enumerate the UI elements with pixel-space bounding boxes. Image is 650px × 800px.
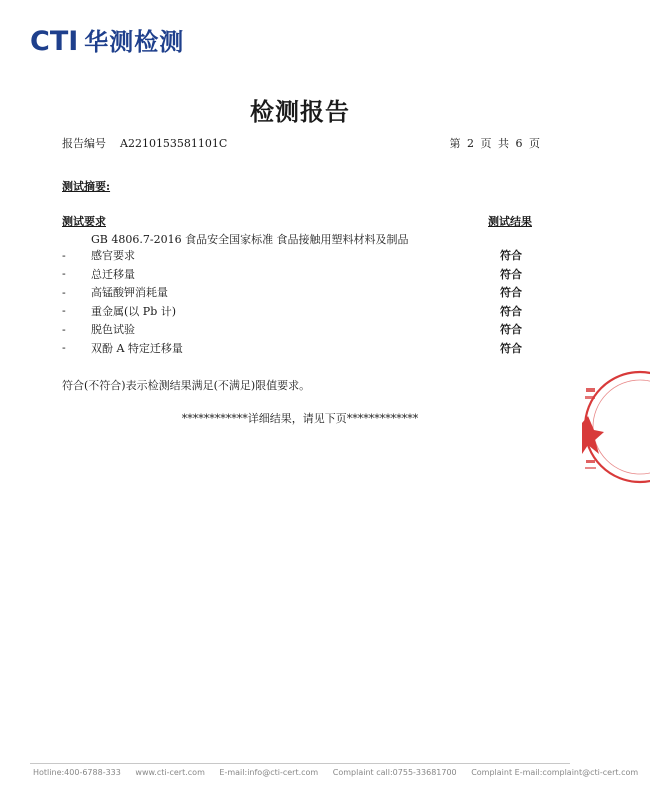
footer-hotline: Hotline:400-6788-333: [33, 768, 121, 777]
test-item-result: 符合: [500, 286, 522, 300]
compliance-note: 符合(不符合)表示检测结果满足(不满足)限值要求。: [62, 379, 311, 392]
report-number: [62, 135, 227, 151]
official-seal-stamp: [582, 368, 642, 486]
test-item-result: 符合: [500, 323, 522, 337]
test-standard: GB 4806.7-2016 食品安全国家标准 食品接触用塑料材料及制品: [91, 233, 409, 246]
row-dash: -: [62, 304, 66, 318]
test-item-name: 总迁移量: [91, 267, 135, 281]
column-header-item: 测试要求: [62, 215, 106, 228]
page-current: 2: [467, 137, 474, 150]
test-item-result: 符合: [500, 304, 522, 318]
test-item-name: 脱色试验: [91, 323, 135, 337]
test-items-list: [62, 246, 522, 357]
page-total: 6: [515, 137, 523, 150]
page-word: 页: [480, 137, 492, 150]
next-page-notice: ************详细结果，请见下页*************: [181, 412, 419, 425]
test-item-name: 重金属(以 Pb 计): [91, 304, 177, 318]
page-total-prefix: 共: [498, 137, 509, 150]
test-item-row: [62, 283, 522, 302]
row-dash: -: [62, 267, 66, 281]
test-item-row: [62, 265, 522, 284]
footer-divider: [30, 763, 570, 764]
page-indicator: [450, 135, 544, 151]
test-item-name: 感官要求: [91, 249, 135, 263]
test-item-row: [62, 302, 522, 321]
test-item-result: 符合: [500, 249, 522, 263]
page-footer: [33, 768, 650, 777]
report-number-value: A2210153581101C: [120, 137, 228, 150]
summary-heading: 测试摘要:: [62, 180, 111, 193]
company-logo: [30, 28, 184, 55]
test-item-name: 高锰酸钾消耗量: [91, 286, 168, 300]
row-dash: -: [62, 322, 66, 336]
page-prefix: 第: [449, 137, 461, 150]
footer-complaint-email[interactable]: Complaint E-mail:complaint@cti-cert.com: [471, 768, 639, 777]
test-item-row: [62, 320, 522, 339]
row-dash: -: [62, 341, 66, 355]
row-dash: -: [62, 285, 66, 299]
footer-complaint-call: Complaint call:0755-33681700: [332, 768, 457, 777]
logo-name-cn: 华测检测: [84, 27, 185, 56]
page-suffix: 页: [529, 137, 540, 150]
report-title: 检测报告: [250, 97, 350, 126]
test-item-name: 双酚 A 特定迁移量: [91, 341, 183, 355]
test-item-row: [62, 339, 522, 358]
footer-website[interactable]: www.cti-cert.com: [135, 768, 205, 777]
test-item-row: [62, 246, 522, 265]
report-number-label: 报告编号: [62, 137, 106, 150]
test-item-result: 符合: [500, 267, 522, 281]
logo-brand: CTI: [30, 26, 79, 57]
column-header-result: 测试结果: [488, 215, 532, 228]
test-item-result: 符合: [500, 341, 522, 355]
row-dash: -: [62, 248, 66, 262]
footer-email[interactable]: E-mail:info@cti-cert.com: [219, 768, 319, 777]
